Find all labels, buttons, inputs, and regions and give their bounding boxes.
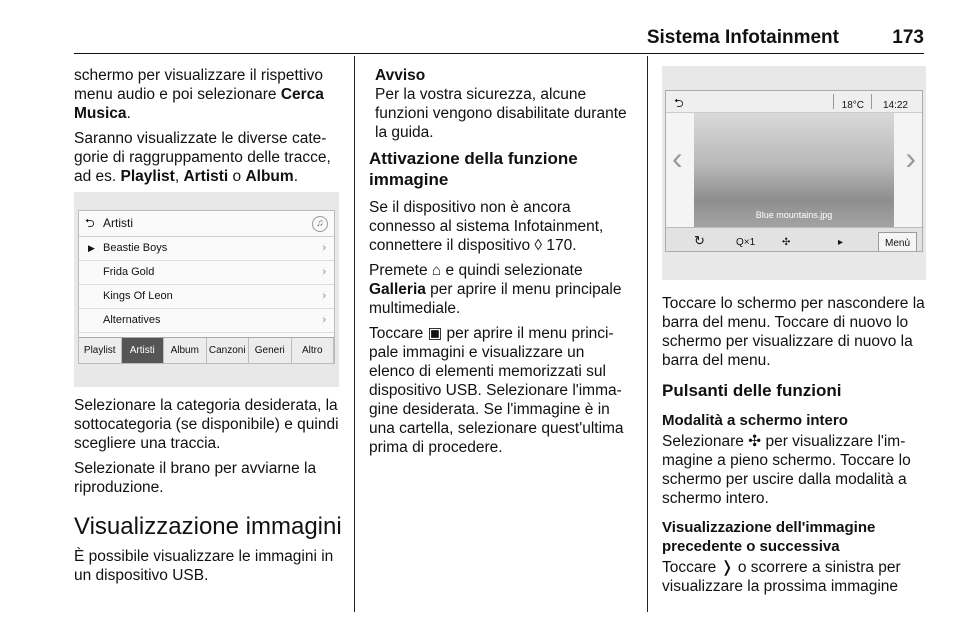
screen-title: Artisti <box>103 216 133 230</box>
column-1-lower <box>74 396 346 591</box>
column-3 <box>662 294 930 602</box>
paragraph: Se il dispositivo non è ancora connesso al sistema Infotainment, connettere il dispositivo ◊ 170. <box>369 199 604 254</box>
tab-canzoni[interactable]: Canzoni <box>207 338 250 363</box>
back-icon[interactable]: ⮌ <box>674 96 684 110</box>
divider <box>871 94 872 109</box>
list-item[interactable]: ▶ Beastie Boys › <box>79 237 334 261</box>
column-1 <box>74 66 342 192</box>
list-item[interactable]: Frida Gold › <box>79 261 334 285</box>
image-viewer-screen <box>665 90 923 252</box>
minor-heading: Modalità a schermo intero <box>662 412 848 429</box>
chevron-right-icon: › <box>322 314 326 326</box>
list-item[interactable]: Alternatives › <box>79 309 334 333</box>
subsection-heading: Attivazione della funzione immagine <box>369 149 578 189</box>
minor-heading: Visualizzazione dell'immagine precedente o successiva <box>662 519 876 555</box>
note-box <box>369 66 633 142</box>
image-caption: Blue mountains.jpg <box>755 210 833 220</box>
clock: 14:22 <box>882 100 908 111</box>
paragraph: Selezionare ✣ per visualizzare l'immagine a pieno schermo. Toccare lo schermo per uscire dalla modalità a schermo intero. <box>662 433 911 507</box>
paragraph: Saranno visualizzate le diverse categorie di raggruppamento delle tracce, ad es. Playlist, Artisti o Album. <box>74 130 331 185</box>
play-icon: ▶ <box>88 243 95 253</box>
column-divider-1 <box>354 56 355 612</box>
fullscreen-icon[interactable]: ✣ <box>782 237 791 248</box>
rotate-icon[interactable]: ↻ <box>694 233 705 248</box>
previous-image-icon[interactable]: ‹ <box>672 140 683 176</box>
paragraph: Toccare ❭ o scorrere a sinistra per visualizzare la prossima immagine <box>662 559 901 595</box>
music-screen-figure <box>74 192 339 387</box>
section-title: Sistema Infotainment <box>646 27 839 48</box>
list-item[interactable]: Kings Of Leon › <box>79 285 334 309</box>
note-title: Avviso <box>375 67 426 84</box>
section-heading: Visualizzazione immagini <box>74 513 342 540</box>
tab-playlist[interactable]: Playlist <box>79 338 122 363</box>
paragraph: Toccare lo schermo per nascondere la barra del menu. Toccare di nuovo lo schermo per visualizzare di nuovo la barra del menu. <box>662 295 925 369</box>
category-tabs <box>79 337 334 363</box>
tab-generi[interactable]: Generi <box>249 338 292 363</box>
next-image-icon[interactable]: › <box>905 140 916 176</box>
menu-button[interactable]: Menù <box>878 232 917 252</box>
displayed-image[interactable] <box>694 113 894 229</box>
column-divider-2 <box>647 56 648 612</box>
paragraph: schermo per visualizzare il rispettivo menu audio e poi selezionare Cerca Musica. <box>74 67 324 122</box>
column-2 <box>369 66 633 463</box>
zoom-icon[interactable]: Q×1 <box>736 237 756 248</box>
divider <box>833 94 834 109</box>
chevron-right-icon: › <box>322 242 326 254</box>
status-bar <box>666 91 922 113</box>
paragraph: È possibile visualizzare le immagini in un dispositivo USB. <box>74 548 334 584</box>
slideshow-play-icon[interactable]: ▸ <box>838 237 844 248</box>
subsection-heading: Pulsanti delle funzioni <box>662 381 842 400</box>
music-note-icon[interactable]: ♫ <box>312 216 328 232</box>
page-number: 173 <box>892 27 924 48</box>
music-screen <box>78 210 335 364</box>
tab-album[interactable]: Album <box>164 338 207 363</box>
screen-header <box>79 211 334 237</box>
back-icon[interactable]: ⮌ <box>85 216 95 230</box>
paragraph: Toccare ▣ per aprire il menu principale immagini e visualizzare un elenco di elementi memorizzati sul dispositivo USB. Selezionare l'immagine desiderata. Se l'immagine è in una cartella, selezionare quest'ultima prima di procedere. <box>369 325 624 456</box>
chevron-right-icon: › <box>322 266 326 278</box>
page-header <box>74 26 924 54</box>
tab-artisti[interactable]: Artisti <box>122 338 165 363</box>
temperature: 18°C <box>841 100 864 111</box>
note-body: Per la vostra sicurezza, alcune funzioni vengono disabilitate durante la guida. <box>375 86 627 141</box>
chevron-right-icon: › <box>322 290 326 302</box>
image-viewer-figure <box>662 66 926 280</box>
paragraph: Selezionare la categoria desiderata, la sottocategoria (se disponibile) e quindi scegliere una traccia. <box>74 397 339 452</box>
tab-altro[interactable]: Altro <box>292 338 335 363</box>
paragraph: Premete ⌂ e quindi selezionate Galleria per aprire il menu principale multimediale. <box>369 262 622 317</box>
image-toolbar <box>666 227 922 251</box>
paragraph: Selezionate il brano per avviarne la riproduzione. <box>74 460 317 496</box>
